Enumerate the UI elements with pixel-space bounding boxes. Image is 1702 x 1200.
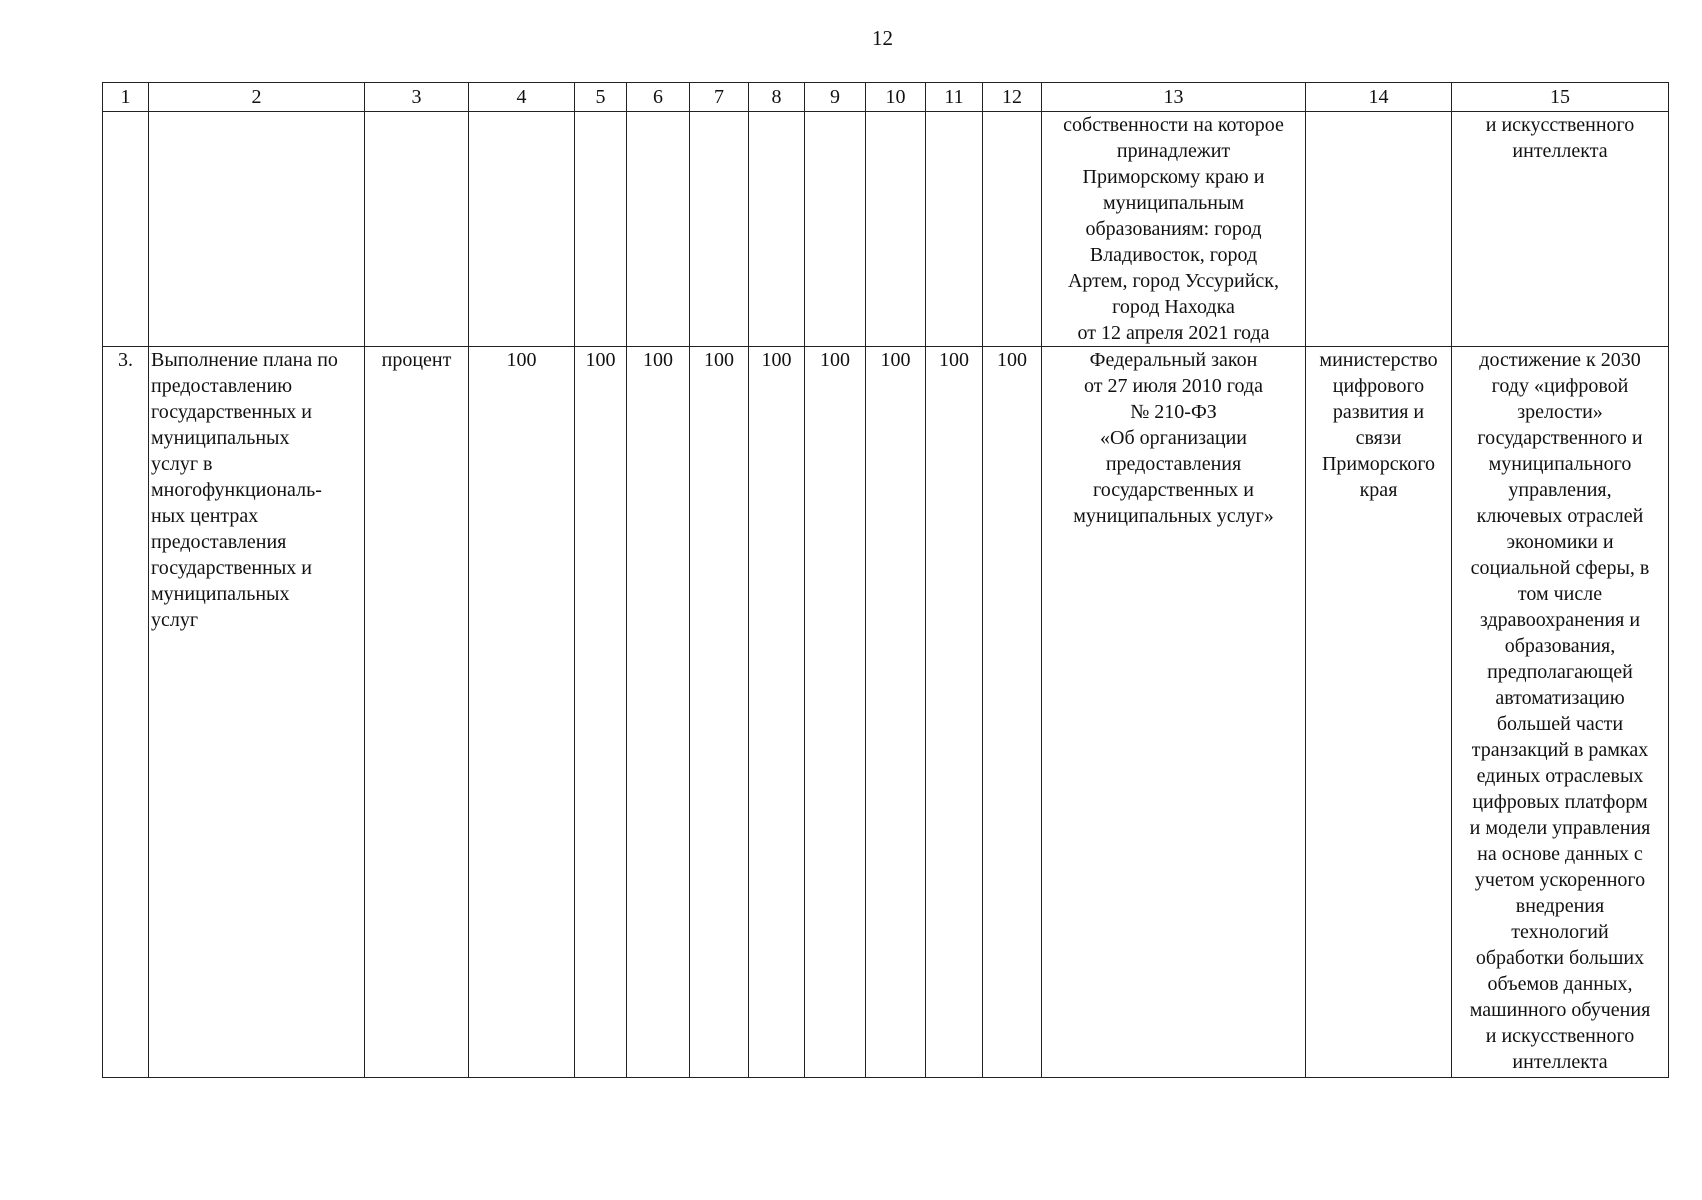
column-number: 11: [926, 83, 983, 112]
column-number: 2: [149, 83, 365, 112]
goal-description: достижение к 2030 году «цифровой зрелости» государственного и муниципального управления, ключевых отраслей экономики и социальной сферы, в том числе здравоохранения и образования, предполагающей автоматизацию большей части транзакций в рамках единых отраслевых цифровых платформ и модели управления на основе данных с учетом ускоренного внедрения технологий обработки больших объемов данных, машинного обучения и искусственного интеллекта: [1452, 347, 1669, 1078]
unit-of-measure: процент: [365, 347, 469, 1078]
empty-cell: [983, 112, 1042, 347]
table-row-continuation: [103, 112, 1669, 347]
column-number: 12: [983, 83, 1042, 112]
empty-cell: [627, 112, 690, 347]
indicators-table: [102, 82, 1669, 1078]
empty-cell: [866, 112, 926, 347]
column-number: 8: [749, 83, 805, 112]
indicator-value: 100: [749, 347, 805, 1078]
legal-basis: Федеральный закон от 27 июля 2010 года № 210-ФЗ «Об организации предоставления государственных и муниципальных услуг»: [1042, 347, 1306, 1078]
empty-cell: [365, 112, 469, 347]
column-number: 15: [1452, 83, 1669, 112]
empty-cell: [749, 112, 805, 347]
column-number-row: [103, 83, 1669, 112]
responsible-body: министерство цифрового развития и связи Приморского края: [1306, 347, 1452, 1078]
empty-cell: [690, 112, 749, 347]
empty-cell: [469, 112, 575, 347]
indicator-value: 100: [469, 347, 575, 1078]
indicator-value: 100: [805, 347, 866, 1078]
legal-basis-continuation: собственности на которое принадлежит Приморскому краю и муниципальным образованиям: город Владивосток, город Артем, город Уссурийск, город Находка от 12 апреля 2021 года: [1042, 112, 1306, 347]
empty-cell: [575, 112, 627, 347]
empty-cell: [103, 112, 149, 347]
column-number: 6: [627, 83, 690, 112]
row-number: 3.: [103, 347, 149, 1078]
indicator-value: 100: [690, 347, 749, 1078]
page-number: 12: [872, 26, 893, 50]
empty-cell: [805, 112, 866, 347]
table-row: [103, 347, 1669, 1078]
column-number: 4: [469, 83, 575, 112]
column-number: 10: [866, 83, 926, 112]
column-number: 1: [103, 83, 149, 112]
empty-cell: [1306, 112, 1452, 347]
column-number: 9: [805, 83, 866, 112]
goal-continuation: и искусственного интеллекта: [1452, 112, 1669, 347]
empty-cell: [149, 112, 365, 347]
column-number: 14: [1306, 83, 1452, 112]
column-number: 5: [575, 83, 627, 112]
empty-cell: [926, 112, 983, 347]
indicator-value: 100: [983, 347, 1042, 1078]
indicator-value: 100: [627, 347, 690, 1078]
column-number: 7: [690, 83, 749, 112]
indicator-value: 100: [926, 347, 983, 1078]
indicator-value: 100: [866, 347, 926, 1078]
column-number: 13: [1042, 83, 1306, 112]
indicator-name: Выполнение плана по предоставлению государственных и муниципальных услуг в многофункциональ- ных центрах предоставления государственных и муниципальных услуг: [149, 347, 365, 1078]
column-number: 3: [365, 83, 469, 112]
indicator-value: 100: [575, 347, 627, 1078]
